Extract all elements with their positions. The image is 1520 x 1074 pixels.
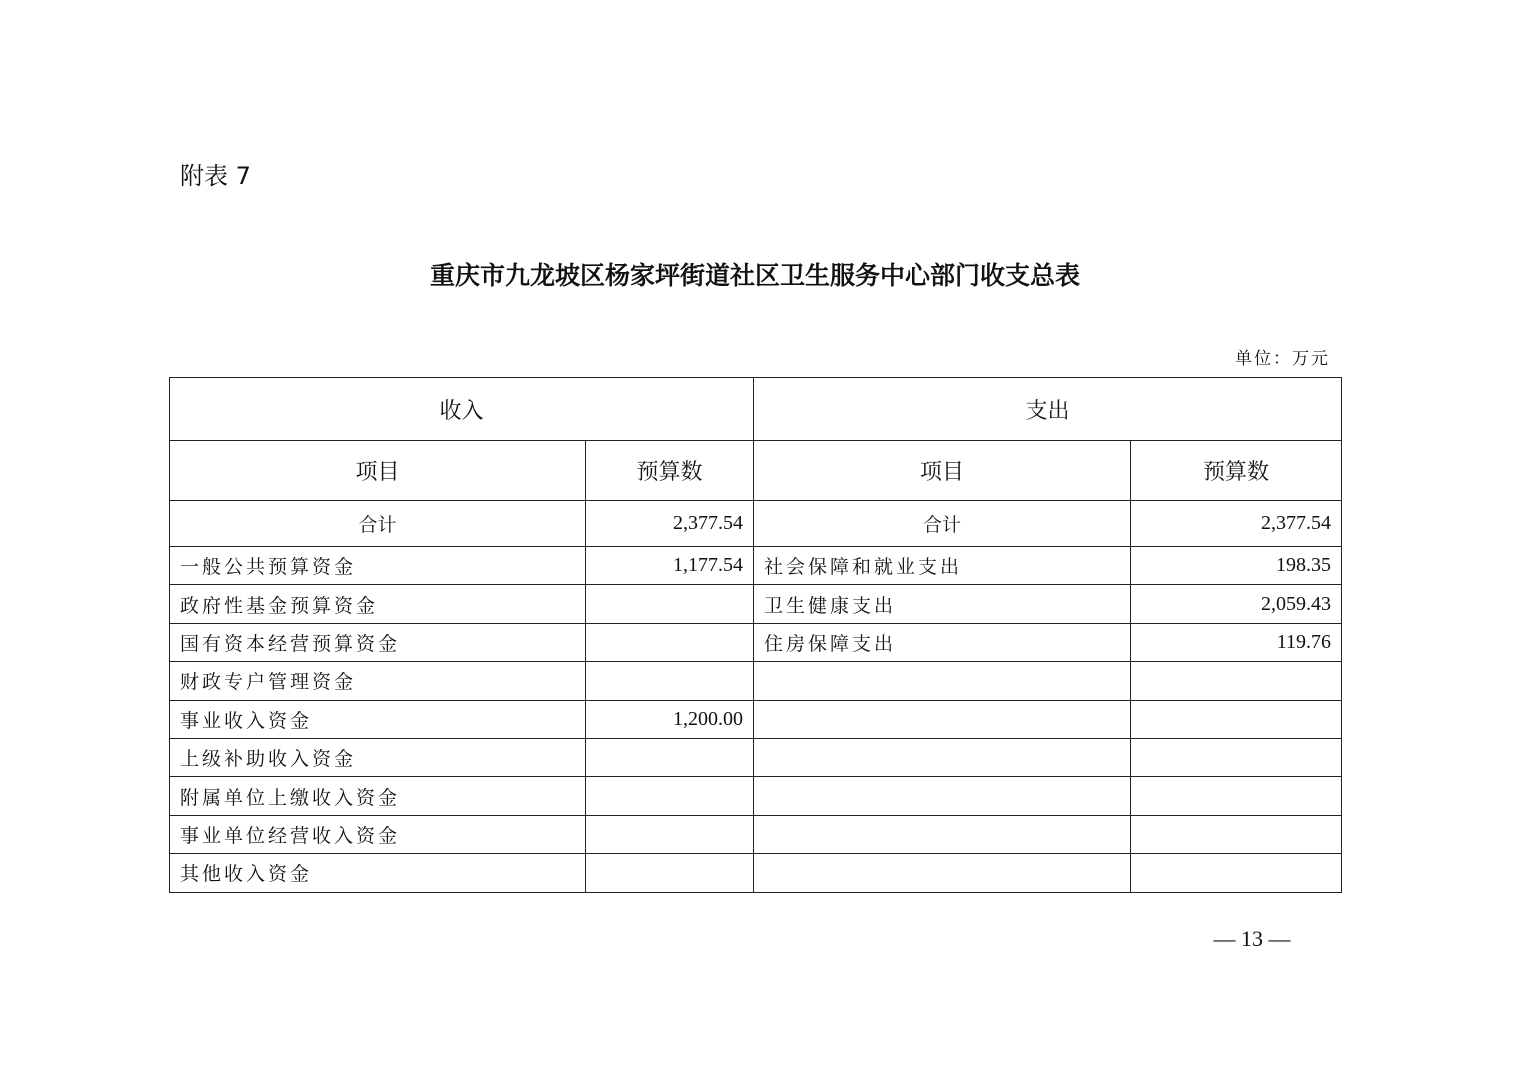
- table-column-header-row: [170, 441, 1342, 501]
- income-item-cell: 国有资本经营预算资金: [170, 623, 586, 661]
- table-row: [170, 623, 1342, 661]
- table-row: [170, 700, 1342, 738]
- income-total-label: 合计: [170, 501, 586, 547]
- income-item-cell: 事业单位经营收入资金: [170, 815, 586, 853]
- expense-value-cell: [1131, 738, 1342, 776]
- income-value-cell: [586, 585, 754, 623]
- budget-summary-table: [169, 377, 1342, 893]
- table-row: [170, 547, 1342, 585]
- expense-budget-column-header: 预算数: [1131, 441, 1342, 501]
- expense-item-cell: [754, 815, 1131, 853]
- expense-value-cell: [1131, 700, 1342, 738]
- income-value-cell: [586, 777, 754, 815]
- expense-item-cell: [754, 662, 1131, 700]
- income-item-cell: 其他收入资金: [170, 854, 586, 892]
- expense-item-cell: [754, 777, 1131, 815]
- expense-item-cell: [754, 854, 1131, 892]
- expense-value-cell: 2,059.43: [1131, 585, 1342, 623]
- income-item-cell: 财政专户管理资金: [170, 662, 586, 700]
- table-row: [170, 662, 1342, 700]
- table-row: [170, 777, 1342, 815]
- expense-group-header: 支出: [754, 378, 1342, 441]
- expense-value-cell: [1131, 854, 1342, 892]
- income-value-cell: [586, 623, 754, 661]
- income-value-cell: [586, 662, 754, 700]
- table-row: [170, 738, 1342, 776]
- expense-value-cell: 119.76: [1131, 623, 1342, 661]
- income-item-cell: 附属单位上缴收入资金: [170, 777, 586, 815]
- table-row: [170, 854, 1342, 892]
- income-total-value: 2,377.54: [586, 501, 754, 547]
- expense-item-cell: 卫生健康支出: [754, 585, 1131, 623]
- income-value-cell: [586, 815, 754, 853]
- expense-item-cell: 住房保障支出: [754, 623, 1131, 661]
- table-row: [170, 585, 1342, 623]
- income-value-cell: 1,200.00: [586, 700, 754, 738]
- expense-item-cell: [754, 700, 1131, 738]
- expense-value-cell: 198.35: [1131, 547, 1342, 585]
- appendix-label: 附表 7: [180, 162, 251, 190]
- unit-label: 单位：万元: [1235, 349, 1330, 369]
- income-budget-column-header: 预算数: [586, 441, 754, 501]
- expense-item-cell: 社会保障和就业支出: [754, 547, 1131, 585]
- page-title: 重庆市九龙坡区杨家坪街道社区卫生服务中心部门收支总表: [429, 261, 1080, 290]
- income-item-cell: 上级补助收入资金: [170, 738, 586, 776]
- income-item-cell: 事业收入资金: [170, 700, 586, 738]
- income-item-column-header: 项目: [170, 441, 586, 501]
- expense-item-column-header: 项目: [754, 441, 1131, 501]
- page-number: — 13 —: [1213, 926, 1291, 951]
- income-item-cell: 一般公共预算资金: [170, 547, 586, 585]
- income-value-cell: 1,177.54: [586, 547, 754, 585]
- income-item-cell: 政府性基金预算资金: [170, 585, 586, 623]
- total-row: [170, 501, 1342, 547]
- expense-value-cell: [1131, 777, 1342, 815]
- table-group-header-row: [170, 378, 1342, 441]
- income-group-header: 收入: [170, 378, 754, 441]
- expense-total-value: 2,377.54: [1131, 501, 1342, 547]
- expense-total-label: 合计: [754, 501, 1131, 547]
- expense-value-cell: [1131, 662, 1342, 700]
- expense-item-cell: [754, 738, 1131, 776]
- table-row: [170, 815, 1342, 853]
- expense-value-cell: [1131, 815, 1342, 853]
- income-value-cell: [586, 854, 754, 892]
- income-value-cell: [586, 738, 754, 776]
